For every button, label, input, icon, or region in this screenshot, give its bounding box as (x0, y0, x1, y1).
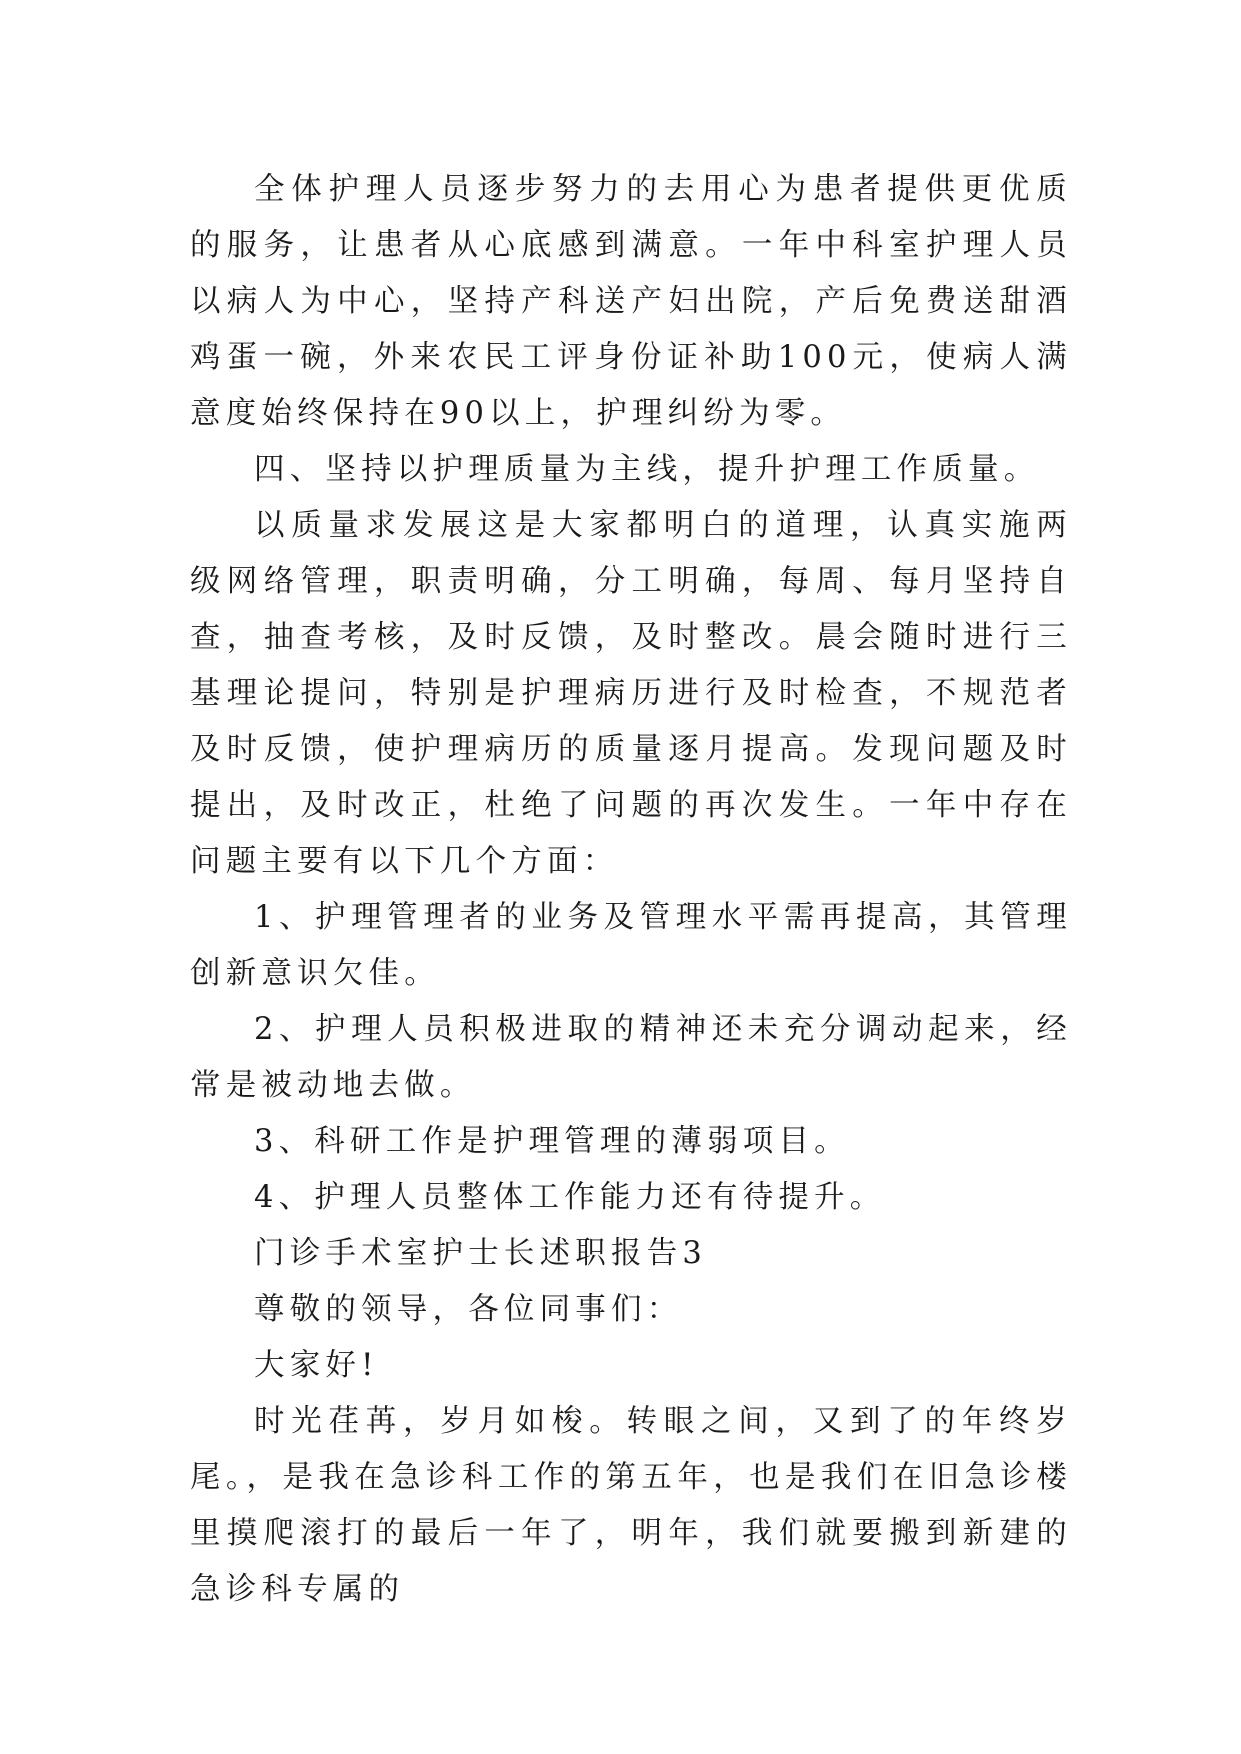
paragraph-quality: 以质量求发展这是大家都明白的道理，认真实施两级网络管理，职责明确，分工明确，每周、每月坚持自查，抽查考核，及时反馈，及时整改。晨会随时进行三基理论提问，特别是护理病历进行及时检查，不规范者及时反馈，使护理病历的质量逐月提高。发现问题及时提出，及时改正，杜绝了问题的再次发生。一年中存在问题主要有以下几个方面： (190, 508, 1072, 879)
paragraph-issue-2: 2、护理人员积极进取的精神还未充分调动起来，经常是被动地去做。 (190, 1012, 1072, 1103)
salutation: 尊敬的领导，各位同事们： (254, 1292, 683, 1327)
paragraph-issue-1: 1、护理管理者的业务及管理水平需再提高，其管理创新意识欠佳。 (190, 900, 1072, 991)
paragraph-heading-four: 四、坚持以护理质量为主线，提升护理工作质量。 (254, 452, 1040, 487)
report-title: 门诊手术室护士长述职报告3 (254, 1236, 708, 1271)
document-body (190, 162, 1072, 1618)
paragraph-service: 全体护理人员逐步努力的去用心为患者提供更优质的服务，让患者从心底感到满意。一年中科室护理人员以病人为中心，坚持产科送产妇出院，产后免费送甜酒鸡蛋一碗，外来农民工评身份证补助100元，使病人满意度始终保持在90以上，护理纠纷为零。 (190, 172, 1072, 431)
paragraph-issue-3: 3、科研工作是护理管理的薄弱项目。 (254, 1124, 850, 1159)
greeting: 大家好! (254, 1348, 379, 1383)
paragraph-issue-4: 4、护理人员整体工作能力还有待提升。 (254, 1180, 886, 1215)
paragraph-time: 时光荏苒，岁月如梭。转眼之间，又到了的年终岁尾。，是我在急诊科工作的第五年，也是我们在旧急诊楼里摸爬滚打的最后一年了，明年，我们就要搬到新建的急诊科专属的 (190, 1404, 1072, 1607)
